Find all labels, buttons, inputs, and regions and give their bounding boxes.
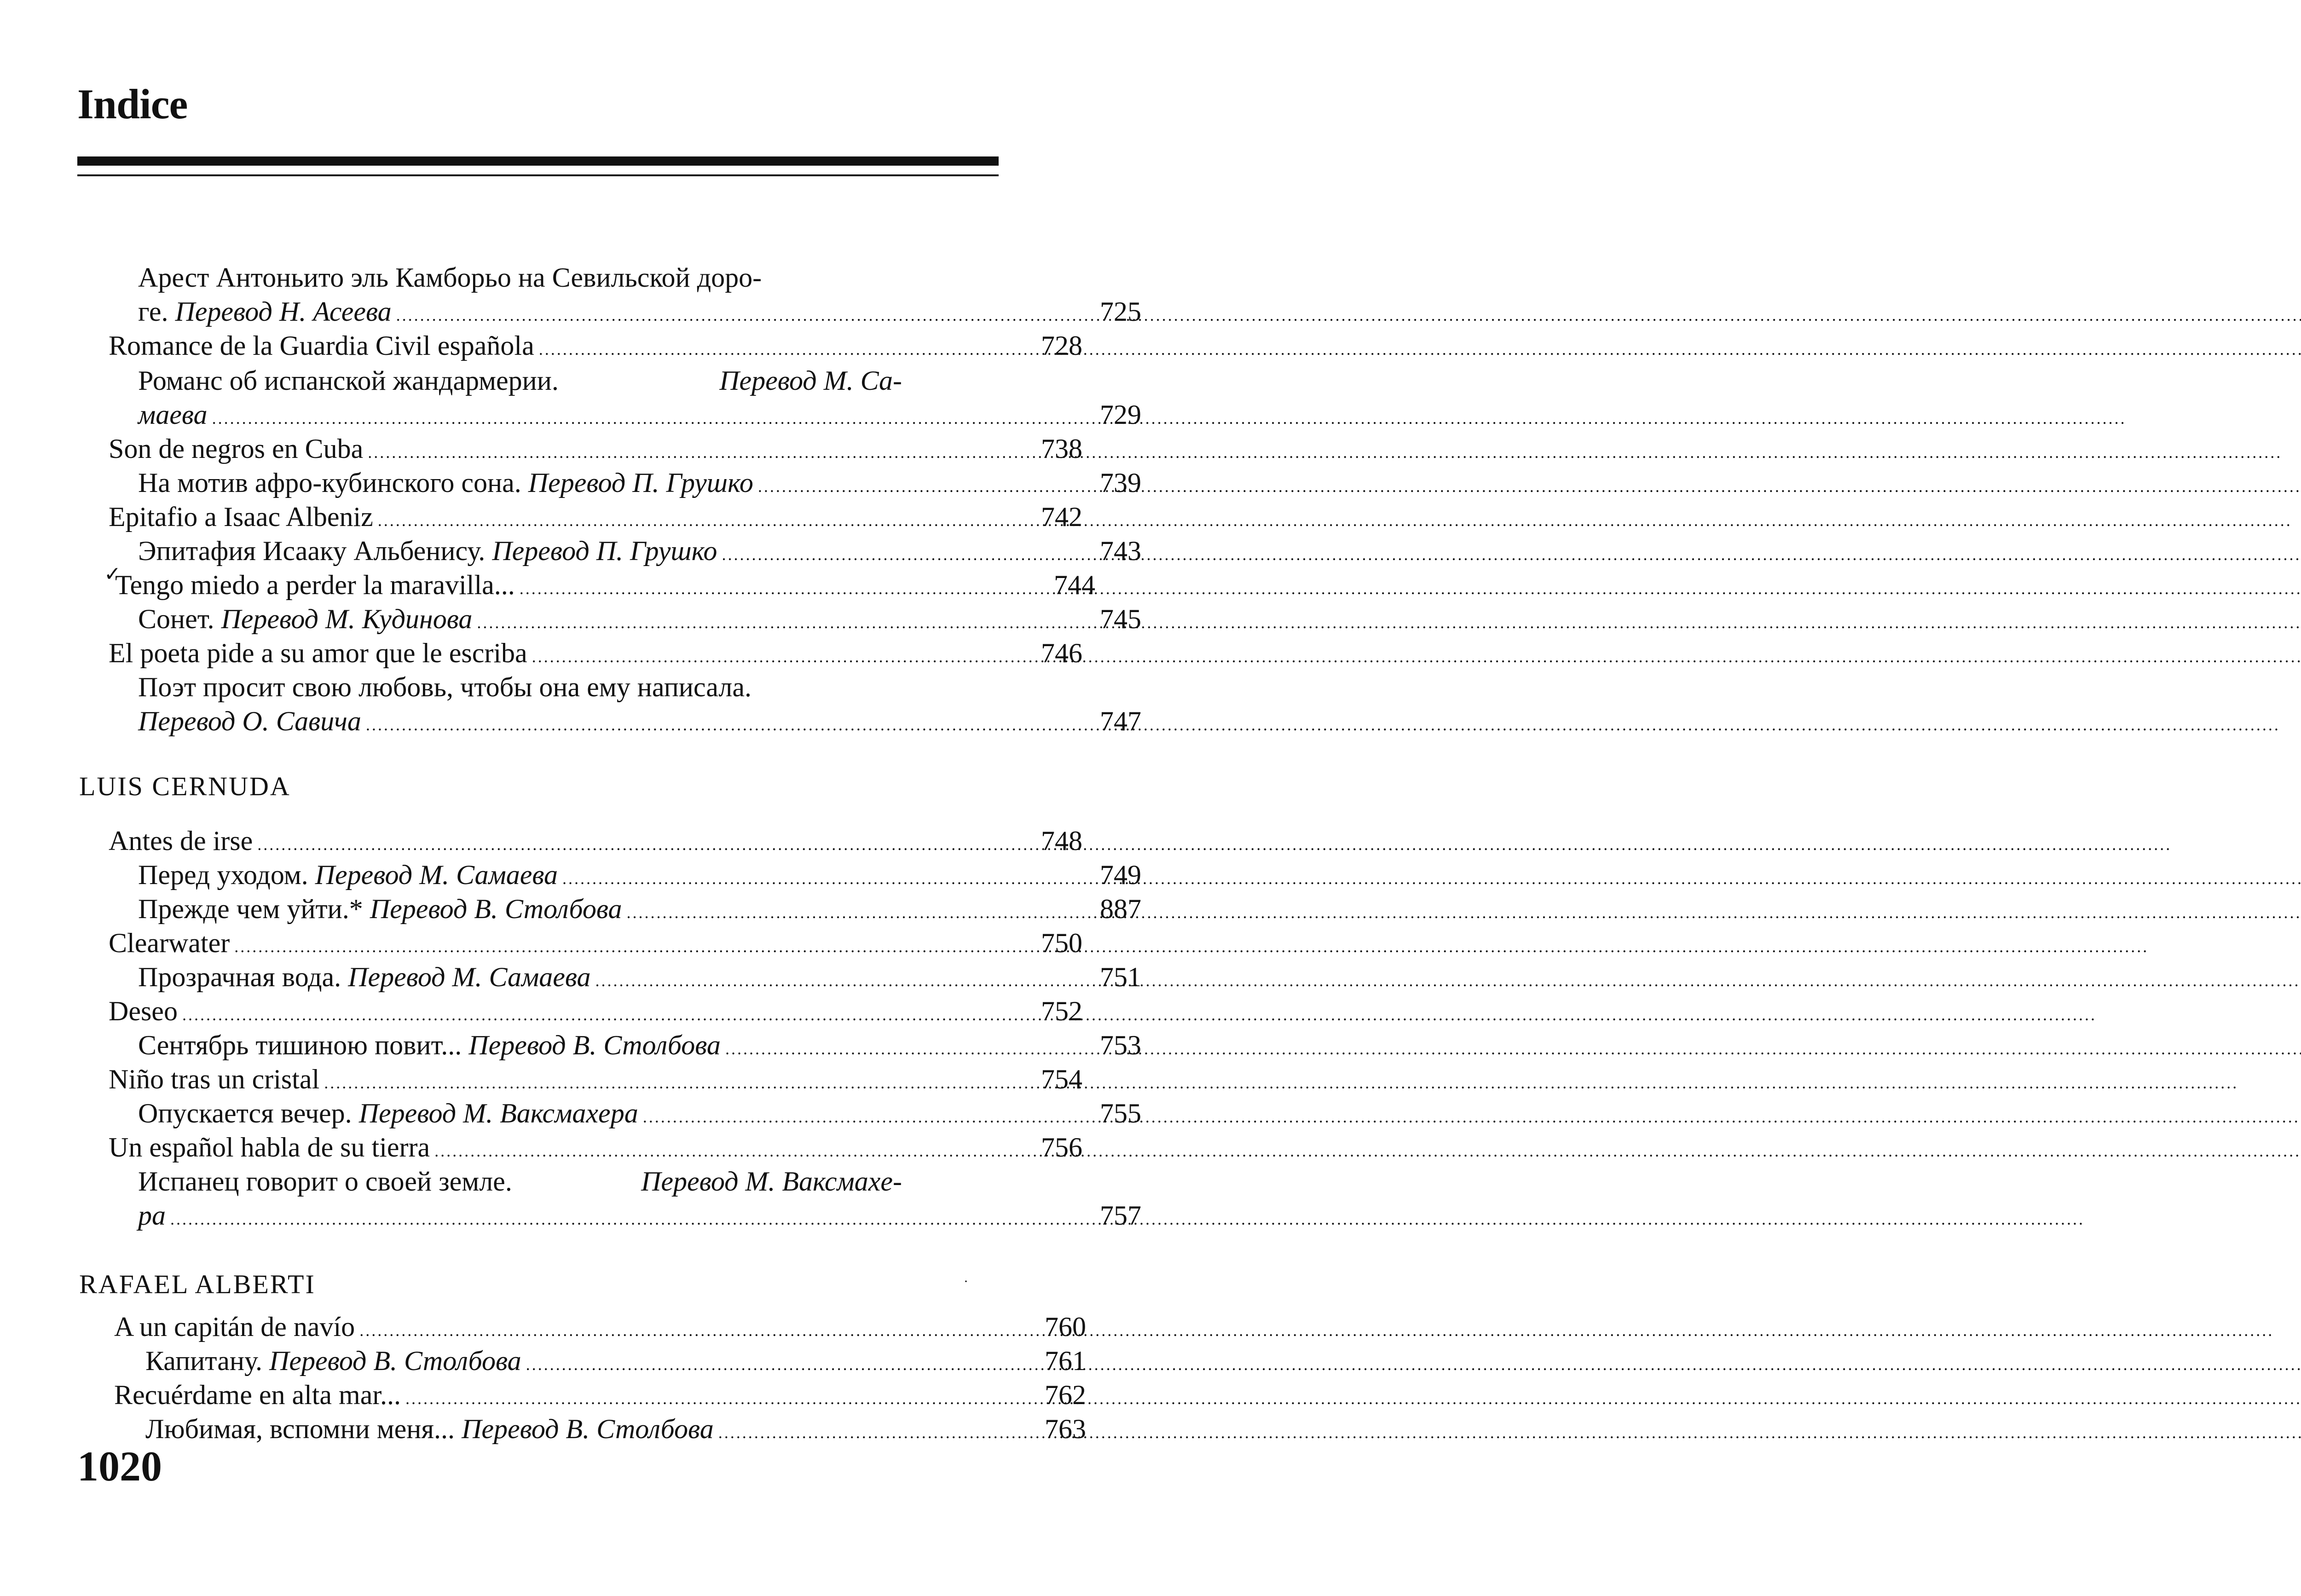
dot-leader	[758, 469, 2301, 503]
toc-page-number: 887	[1100, 894, 1141, 924]
dot-leader	[366, 708, 2280, 742]
page-number: 1020	[77, 1443, 162, 1490]
toc-entry[interactable]	[114, 1310, 1086, 1344]
toc-entry[interactable]	[109, 636, 1082, 670]
toc-page-number: 762	[1045, 1380, 1086, 1410]
toc-entry-title: Epitafio a Isaac Albeniz	[109, 502, 373, 532]
dot-leader	[378, 503, 2292, 538]
toc-page-number: 747	[1100, 706, 1141, 736]
dot-leader	[324, 1066, 2238, 1100]
toc-entry-title: Любимая, вспомни меня...	[145, 1414, 462, 1444]
toc-entry-translator: Перевод О. Савича	[138, 706, 361, 736]
toc-entry-title: A un capitán de navío	[114, 1312, 355, 1342]
dot-leader	[477, 606, 2301, 640]
dot-leader	[725, 1032, 2301, 1066]
toc-entry[interactable]	[109, 432, 1082, 466]
toc-entry[interactable]	[109, 824, 1082, 858]
toc-entry-title: Романс об испанской жандармерии.	[138, 365, 559, 396]
toc-entry[interactable]	[138, 1096, 1141, 1130]
dot-leader	[368, 435, 2282, 469]
toc-page-number: 752	[1041, 996, 1082, 1026]
toc-entry-title: Арест Антоньито эль Камборьо на Севильской доро-	[138, 262, 762, 293]
toc-entry[interactable]	[138, 295, 1141, 329]
toc-entry[interactable]	[145, 1344, 1086, 1378]
toc-page-number: 745	[1100, 604, 1141, 634]
toc-page-number: 753	[1100, 1030, 1141, 1060]
toc-entry-translator: Перевод П. Грушко	[528, 468, 753, 498]
toc-entry-text-line	[138, 670, 902, 704]
toc-entry-translator: маева	[138, 399, 208, 430]
toc-entry[interactable]	[145, 1412, 1086, 1446]
toc-entry-translator: Перевод Н. Асеева	[175, 296, 392, 327]
toc-entry-title: Поэт просит свою любовь, чтобы она ему написала.	[138, 672, 752, 702]
toc-entry-title: Deseo	[109, 996, 178, 1026]
toc-entry-title: Эпитафия Исааку Альбенису.	[138, 536, 492, 566]
dot-leader	[626, 896, 2301, 930]
dot-leader	[396, 298, 2301, 332]
toc-page-number: 755	[1100, 1098, 1141, 1128]
toc-page-number: 728	[1041, 330, 1082, 361]
toc-entry[interactable]	[138, 858, 1141, 892]
toc-page-number: 743	[1100, 536, 1141, 566]
toc-page-number: 756	[1041, 1132, 1082, 1162]
dot-leader	[257, 827, 2172, 862]
title-rule-thin	[77, 174, 999, 176]
toc-page-number: 754	[1041, 1064, 1082, 1094]
toc-entry[interactable]	[109, 329, 1082, 363]
toc-entry-translator: ра	[138, 1200, 166, 1231]
toc-entry[interactable]	[138, 398, 1141, 432]
toc-entry-title: Сонет.	[138, 604, 221, 634]
toc-entry-translator: Перевод М. Ваксмахера	[358, 1098, 638, 1128]
toc-page-number: 749	[1100, 860, 1141, 890]
toc-entry-title: Niño tras un cristal	[109, 1064, 320, 1094]
toc-entry-title: Antes de irse	[109, 826, 253, 856]
toc-entry-title: На мотив афро-кубинского сона.	[138, 468, 528, 498]
toc-entry-title: Прежде чем уйти.*	[138, 894, 370, 924]
toc-entry[interactable]	[138, 704, 1141, 738]
toc-entry[interactable]	[114, 1378, 1086, 1412]
title-rule-thick	[77, 156, 999, 166]
toc-entry-title: Son de negros en Cuba	[109, 434, 364, 464]
toc-entry-title: El poeta pide a su amor que le escriba	[109, 638, 527, 668]
check-mark-icon: ✓	[104, 563, 121, 585]
toc-entry[interactable]	[109, 926, 1082, 960]
toc-entry-translator: Перевод М. Ваксмахе-	[641, 1166, 902, 1197]
dot-leader	[643, 1100, 2301, 1134]
dot-leader	[562, 862, 2301, 896]
toc-entry-title: Испанец говорит о своей земле.	[138, 1166, 512, 1197]
dot-leader	[595, 964, 2301, 998]
toc-page-number: 744	[1054, 570, 1095, 600]
toc-page-number: 763	[1045, 1414, 1086, 1444]
dot-leader	[182, 998, 2097, 1032]
toc-entry-translator: Перевод М. Кудинова	[221, 604, 473, 634]
toc-entry-title: Перед уходом.	[138, 860, 315, 890]
toc-page-number: 739	[1100, 468, 1141, 498]
dot-leader	[526, 1347, 2301, 1382]
toc-entry-text-line	[138, 1164, 902, 1198]
toc-entry-title: Капитану.	[145, 1346, 269, 1376]
toc-entry-translator: Перевод М. Самаева	[348, 962, 591, 992]
toc-page-number: 725	[1100, 296, 1141, 327]
toc-entry[interactable]	[138, 1028, 1141, 1062]
toc-entry-title: Опускается вечер.	[138, 1098, 359, 1128]
toc-entry-translator: Перевод П. Грушко	[492, 536, 717, 566]
toc-page-number: 761	[1045, 1346, 1086, 1376]
toc-entry[interactable]	[138, 602, 1141, 636]
toc-entry-translator: Перевод В. Столбова	[370, 894, 622, 924]
toc-entry-text-line	[138, 260, 902, 295]
dot-leader	[722, 538, 2301, 572]
toc-entry-title: Сентябрь тишиною повит...	[138, 1030, 469, 1060]
dot-leader	[434, 1134, 2301, 1168]
toc-entry-title: Clearwater	[109, 928, 230, 958]
toc-entry[interactable]	[138, 534, 1141, 568]
dot-leader	[359, 1313, 2274, 1347]
toc-page-number: 748	[1041, 826, 1082, 856]
toc-entry-title: Un español habla de su tierra	[109, 1132, 430, 1162]
section-heading-author: LUIS CERNUDA	[79, 771, 291, 801]
toc-page-number: 742	[1041, 502, 1082, 532]
toc-entry[interactable]	[138, 892, 1141, 926]
toc-entry[interactable]	[115, 568, 1095, 602]
toc-page-number: 750	[1041, 928, 1082, 958]
toc-entry-translator: Перевод В. Столбова	[462, 1414, 714, 1444]
toc-entry[interactable]	[138, 466, 1141, 500]
dot-leader	[234, 930, 2149, 964]
toc-entry-translator: Перевод М. Самаева	[315, 860, 558, 890]
toc-entry-title: Прозрачная вода.	[138, 962, 348, 992]
toc-page-number: 738	[1041, 434, 1082, 464]
toc-entry[interactable]	[109, 1130, 1082, 1164]
toc-page-number: 729	[1100, 399, 1141, 430]
toc-entry-title: Tengo miedo a perder la maravilla...	[115, 570, 515, 600]
toc-entry-title: Romance de la Guardia Civil española	[109, 330, 534, 361]
toc-page-number: 746	[1041, 638, 1082, 668]
page-title: Indice	[77, 81, 188, 127]
toc-entry-translator: Перевод М. Са-	[719, 365, 902, 396]
dot-leader	[520, 572, 2301, 606]
dot-leader	[212, 401, 2127, 435]
dot-leader	[405, 1382, 2301, 1416]
dot-leader	[539, 332, 2301, 366]
toc-entry[interactable]	[109, 994, 1082, 1028]
dot-leader	[532, 640, 2301, 674]
toc-page-number: 757	[1100, 1200, 1141, 1231]
toc-entry-title: Recuérdame en alta mar...	[114, 1380, 401, 1410]
toc-entry[interactable]	[138, 1198, 1141, 1232]
toc-entry[interactable]	[109, 500, 1082, 534]
toc-entry-translator: Перевод В. Столбова	[269, 1346, 521, 1376]
toc-entry-translator: Перевод В. Столбова	[468, 1030, 721, 1060]
toc-page-number: 760	[1045, 1312, 1086, 1342]
toc-entry[interactable]	[109, 1062, 1082, 1096]
toc-entry-title: ге.	[138, 296, 175, 327]
stray-dot-mark: ·	[964, 1274, 968, 1289]
toc-entry[interactable]	[138, 960, 1141, 994]
toc-page-number: 751	[1100, 962, 1141, 992]
section-heading-author: RAFAEL ALBERTI	[79, 1269, 316, 1299]
toc-entry-text-line	[138, 364, 902, 398]
